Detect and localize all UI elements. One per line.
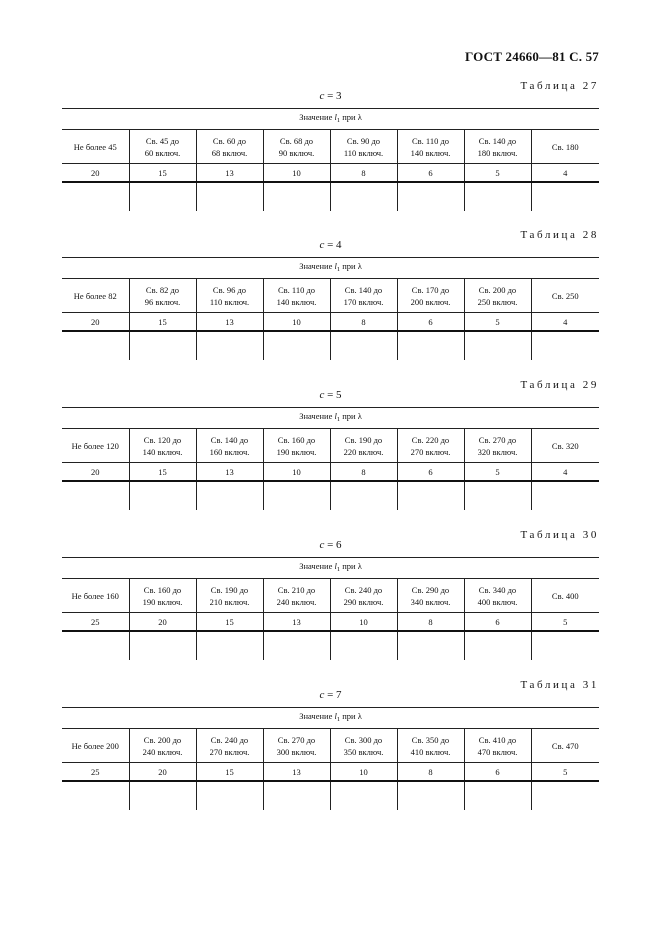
empty-cell: [330, 331, 397, 360]
range-line-2: 400 включ.: [477, 596, 518, 607]
range-line-2: 220 включ.: [343, 446, 384, 457]
range-line-1: Св. 45 до: [145, 135, 180, 146]
value-cell: 25: [62, 613, 129, 632]
range-cell: [129, 130, 196, 164]
value-cell: 13: [263, 613, 330, 632]
empty-cell: [531, 631, 599, 660]
value-cell: 10: [263, 463, 330, 482]
value-cell: 13: [263, 763, 330, 782]
value-cell: 20: [62, 313, 129, 332]
range-line-1: Св. 240 до: [344, 584, 383, 595]
range-line-2: 200 включ.: [410, 296, 451, 307]
range-line-2: 90 включ.: [278, 147, 315, 158]
range-line-1: Св. 170 до: [411, 284, 450, 295]
range-cell: [196, 279, 263, 313]
value-cell: 25: [62, 763, 129, 782]
range-cell: [330, 579, 397, 613]
table-block-28: [62, 229, 599, 369]
range-cell: [129, 279, 196, 313]
value-cell: 13: [196, 164, 263, 183]
range-line-1: Св. 320: [551, 440, 579, 451]
range-line-1: Св. 220 до: [411, 434, 450, 445]
table-block-27: [62, 80, 599, 220]
range-cell: [62, 429, 129, 463]
range-line-1: Св. 200 до: [143, 734, 182, 745]
empty-cell: [196, 781, 263, 810]
range-cell: [464, 729, 531, 763]
range-cell: [129, 579, 196, 613]
header-label: Значение: [299, 112, 333, 122]
range-line-1: Не более 120: [71, 440, 119, 451]
value-cell: 8: [397, 763, 464, 782]
range-line-1: Св. 82 до: [145, 284, 180, 295]
empty-cell: [263, 481, 330, 510]
c-equation: [62, 539, 599, 551]
value-cell: 8: [330, 313, 397, 332]
range-cell: [196, 579, 263, 613]
range-cell: [62, 579, 129, 613]
c-value: = 5: [327, 389, 342, 401]
empty-cell: [330, 182, 397, 211]
range-line-1: Св. 350 до: [411, 734, 450, 745]
c-variable: c: [319, 90, 325, 102]
header-lambda: λ: [357, 112, 362, 122]
value-cell: 13: [196, 313, 263, 332]
empty-cell: [397, 781, 464, 810]
empty-cell: [129, 781, 196, 810]
range-line-2: 190 включ.: [276, 446, 317, 457]
value-cell: 6: [464, 613, 531, 632]
range-line-1: Св. 120 до: [143, 434, 182, 445]
table-block-30: [62, 529, 599, 669]
c-value: = 3: [327, 90, 342, 102]
value-cell: 8: [330, 164, 397, 183]
value-cell: 15: [129, 463, 196, 482]
range-line-1: Св. 160 до: [277, 434, 316, 445]
empty-cell: [263, 331, 330, 360]
table-number-label: Таблица 31: [520, 679, 599, 691]
value-cell: 15: [129, 313, 196, 332]
range-line-1: Св. 340 до: [478, 584, 517, 595]
value-cell: 8: [330, 463, 397, 482]
range-line-2: 140 включ.: [276, 296, 317, 307]
range-line-2: 300 включ.: [276, 746, 317, 757]
range-cell: [397, 729, 464, 763]
empty-cell: [129, 331, 196, 360]
value-cell: 20: [62, 164, 129, 183]
data-table: [62, 707, 599, 810]
empty-cell: [330, 631, 397, 660]
range-line-2: 250 включ.: [477, 296, 518, 307]
range-cell: [397, 279, 464, 313]
table-number-label: Таблица 30: [520, 529, 599, 541]
c-value: = 4: [327, 239, 342, 251]
header-lambda: λ: [357, 261, 362, 271]
data-table: [62, 407, 599, 510]
table-header-cell: [62, 258, 599, 279]
range-line-1: Св. 110 до: [411, 135, 450, 146]
range-cell: [62, 729, 129, 763]
c-variable: c: [319, 389, 325, 401]
header-preposition: при: [342, 411, 356, 421]
range-line-1: Св. 140 до: [210, 434, 249, 445]
empty-cell: [263, 781, 330, 810]
range-cell: [397, 579, 464, 613]
value-cell: 10: [330, 763, 397, 782]
empty-cell: [531, 182, 599, 211]
empty-cell: [464, 631, 531, 660]
empty-cell: [129, 631, 196, 660]
value-cell: 20: [62, 463, 129, 482]
range-cell: [196, 130, 263, 164]
value-cell: 6: [397, 164, 464, 183]
range-line-1: Св. 270 до: [277, 734, 316, 745]
header-variable: l: [334, 261, 337, 271]
range-line-1: Не более 160: [71, 590, 119, 601]
range-line-1: Св. 470: [551, 740, 579, 751]
range-line-1: Св. 300 до: [344, 734, 383, 745]
range-line-2: 160 включ.: [209, 446, 250, 457]
range-line-1: Св. 140 до: [478, 135, 517, 146]
value-cell: 6: [397, 313, 464, 332]
range-cell: [531, 579, 599, 613]
table-number-label: Таблица 29: [520, 379, 599, 391]
empty-cell: [62, 182, 129, 211]
value-cell: 13: [196, 463, 263, 482]
value-cell: 15: [196, 763, 263, 782]
range-cell: [464, 429, 531, 463]
value-cell: 10: [263, 313, 330, 332]
range-line-1: Св. 400: [551, 590, 579, 601]
range-line-1: Св. 250: [551, 290, 579, 301]
empty-cell: [196, 481, 263, 510]
header-subscript: 1: [336, 716, 341, 723]
header-variable: l: [334, 411, 337, 421]
range-cell: [62, 279, 129, 313]
empty-cell: [196, 182, 263, 211]
c-variable: c: [319, 539, 325, 551]
range-line-2: 270 включ.: [209, 746, 250, 757]
header-lambda: λ: [357, 711, 362, 721]
range-line-1: Св. 60 до: [212, 135, 247, 146]
value-cell: 8: [397, 613, 464, 632]
table-number-label: Таблица 28: [520, 229, 599, 241]
range-line-1: Св. 68 до: [279, 135, 314, 146]
header-preposition: при: [342, 561, 356, 571]
range-cell: [129, 429, 196, 463]
empty-cell: [397, 631, 464, 660]
header-subscript: 1: [336, 566, 341, 573]
range-line-2: 340 включ.: [410, 596, 451, 607]
range-line-2: 110 включ.: [343, 147, 384, 158]
c-variable: c: [319, 239, 325, 251]
range-line-1: Св. 140 до: [344, 284, 383, 295]
value-cell: 6: [464, 763, 531, 782]
range-cell: [196, 429, 263, 463]
value-cell: 4: [531, 313, 599, 332]
empty-cell: [129, 481, 196, 510]
range-line-1: Св. 180: [551, 141, 579, 152]
value-cell: 20: [129, 613, 196, 632]
header-subscript: 1: [336, 266, 341, 273]
data-table: [62, 257, 599, 360]
empty-cell: [464, 481, 531, 510]
range-line-1: Св. 410 до: [478, 734, 517, 745]
header-subscript: 1: [336, 416, 341, 423]
empty-cell: [263, 631, 330, 660]
empty-cell: [62, 781, 129, 810]
value-cell: 20: [129, 763, 196, 782]
range-cell: [397, 429, 464, 463]
table-header-cell: [62, 708, 599, 729]
range-line-1: Св. 270 до: [478, 434, 517, 445]
range-cell: [263, 429, 330, 463]
header-preposition: при: [342, 711, 356, 721]
table-header-cell: [62, 109, 599, 130]
value-cell: 5: [464, 313, 531, 332]
range-line-2: 170 включ.: [343, 296, 384, 307]
range-cell: [330, 429, 397, 463]
range-cell: [397, 130, 464, 164]
header-label: Значение: [299, 261, 333, 271]
empty-cell: [62, 331, 129, 360]
value-cell: 4: [531, 164, 599, 183]
empty-cell: [62, 631, 129, 660]
empty-cell: [330, 481, 397, 510]
c-variable: c: [319, 689, 325, 701]
range-line-2: 240 включ.: [276, 596, 317, 607]
empty-cell: [196, 331, 263, 360]
range-cell: [464, 579, 531, 613]
header-variable: l: [334, 711, 337, 721]
range-cell: [263, 130, 330, 164]
range-line-1: Св. 290 до: [411, 584, 450, 595]
value-cell: 15: [196, 613, 263, 632]
table-block-29: [62, 379, 599, 519]
header-preposition: при: [342, 261, 356, 271]
range-line-1: Св. 190 до: [210, 584, 249, 595]
empty-cell: [397, 331, 464, 360]
range-cell: [263, 729, 330, 763]
value-cell: 5: [531, 613, 599, 632]
range-line-2: 470 включ.: [477, 746, 518, 757]
range-line-2: 410 включ.: [410, 746, 451, 757]
range-line-1: Св. 90 до: [346, 135, 381, 146]
value-cell: 5: [531, 763, 599, 782]
c-equation: [62, 389, 599, 401]
c-equation: [62, 239, 599, 251]
range-line-1: Не более 45: [73, 141, 117, 152]
value-cell: 6: [397, 463, 464, 482]
header-variable: l: [334, 112, 337, 122]
range-cell: [196, 729, 263, 763]
range-line-2: 190 включ.: [142, 596, 183, 607]
table-header-cell: [62, 558, 599, 579]
range-cell: [330, 130, 397, 164]
range-cell: [464, 130, 531, 164]
empty-cell: [531, 481, 599, 510]
range-line-1: Св. 190 до: [344, 434, 383, 445]
range-line-1: Св. 200 до: [478, 284, 517, 295]
empty-cell: [464, 182, 531, 211]
c-equation: [62, 689, 599, 701]
range-cell: [531, 130, 599, 164]
empty-cell: [397, 182, 464, 211]
range-line-1: Св. 240 до: [210, 734, 249, 745]
range-line-2: 320 включ.: [477, 446, 518, 457]
range-line-2: 180 включ.: [477, 147, 518, 158]
page-header: ГОСТ 24660—81 С. 57: [465, 49, 599, 64]
header-subscript: 1: [336, 117, 341, 124]
range-line-2: 140 включ.: [410, 147, 451, 158]
empty-cell: [196, 631, 263, 660]
range-cell: [62, 130, 129, 164]
range-cell: [330, 279, 397, 313]
value-cell: 15: [129, 164, 196, 183]
range-line-2: 290 включ.: [343, 596, 384, 607]
header-label: Значение: [299, 711, 333, 721]
range-cell: [531, 729, 599, 763]
value-cell: 4: [531, 463, 599, 482]
range-cell: [330, 729, 397, 763]
empty-cell: [531, 331, 599, 360]
range-line-1: Св. 110 до: [277, 284, 316, 295]
header-lambda: λ: [357, 561, 362, 571]
table-number-label: Таблица 27: [520, 80, 599, 92]
c-value: = 6: [327, 539, 342, 551]
range-line-1: Не более 200: [71, 740, 119, 751]
data-table: [62, 108, 599, 211]
empty-cell: [464, 781, 531, 810]
range-cell: [129, 729, 196, 763]
range-line-2: 270 включ.: [410, 446, 451, 457]
empty-cell: [397, 481, 464, 510]
range-line-2: 240 включ.: [142, 746, 183, 757]
empty-cell: [531, 781, 599, 810]
range-cell: [464, 279, 531, 313]
header-variable: l: [334, 561, 337, 571]
empty-cell: [129, 182, 196, 211]
range-line-2: 140 включ.: [142, 446, 183, 457]
range-cell: [531, 279, 599, 313]
range-line-2: 350 включ.: [343, 746, 384, 757]
empty-cell: [62, 481, 129, 510]
data-table: [62, 557, 599, 660]
value-cell: 10: [263, 164, 330, 183]
c-equation: [62, 90, 599, 102]
empty-cell: [330, 781, 397, 810]
value-cell: 5: [464, 463, 531, 482]
range-cell: [263, 579, 330, 613]
range-line-2: 110 включ.: [209, 296, 250, 307]
range-line-2: 68 включ.: [211, 147, 248, 158]
range-line-1: Не более 82: [73, 290, 117, 301]
range-cell: [263, 279, 330, 313]
value-cell: 10: [330, 613, 397, 632]
c-value: = 7: [327, 689, 342, 701]
value-cell: 5: [464, 164, 531, 183]
range-line-2: 210 включ.: [209, 596, 250, 607]
range-line-1: Св. 210 до: [277, 584, 316, 595]
table-block-31: [62, 679, 599, 819]
range-line-1: Св. 96 до: [212, 284, 247, 295]
range-line-2: 96 включ.: [144, 296, 181, 307]
empty-cell: [263, 182, 330, 211]
header-label: Значение: [299, 561, 333, 571]
header-lambda: λ: [357, 411, 362, 421]
range-cell: [531, 429, 599, 463]
range-line-2: 60 включ.: [144, 147, 181, 158]
range-line-1: Св. 160 до: [143, 584, 182, 595]
header-label: Значение: [299, 411, 333, 421]
table-header-cell: [62, 408, 599, 429]
header-preposition: при: [342, 112, 356, 122]
empty-cell: [464, 331, 531, 360]
